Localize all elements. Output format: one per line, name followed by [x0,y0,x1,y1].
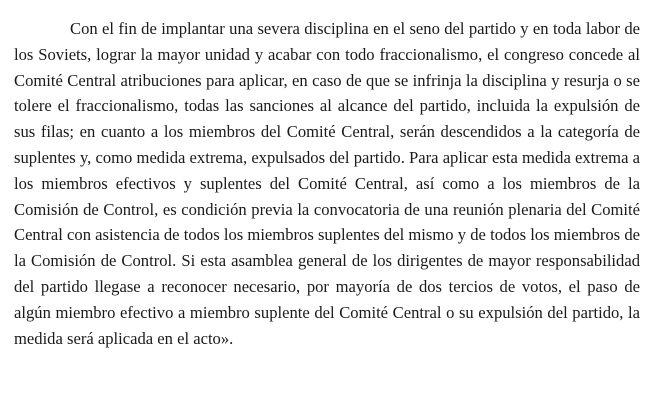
document-page [14,16,640,351]
body-paragraph: Con el fin de implantar una severa disciplina en el seno del partido y en toda labor de los Soviets, lograr la mayor unidad y acabar con todo fraccionalismo, el congreso concede al Comité Central atribuciones para aplicar, en caso de que se infrinja la disciplina y resurja o se tolere el fraccionalismo, todas las sanciones al alcance del partido, incluida la expulsión de sus filas; en cuanto a los miembros del Comité Central, serán descendidos a la categoría de suplentes y, como medida extrema, expulsados del partido. Para aplicar esta medida extrema a los miembros efectivos y suplentes del Comité Central, así como a los miembros de la Comisión de Control, es condición previa la convocatoria de una reunión plenaria del Comité Central con asistencia de todos los miembros suplentes del mismo y de todos los miembros de la Comisión de Control. Si esta asamblea general de los dirigentes de mayor responsabilidad del partido llegase a reconocer necesario, por mayoría de dos tercios de votos, el paso de algún miembro efectivo a miembro suplente del Comité Central o su expulsión del partido, la medida será aplicada en el acto». [14,19,640,348]
